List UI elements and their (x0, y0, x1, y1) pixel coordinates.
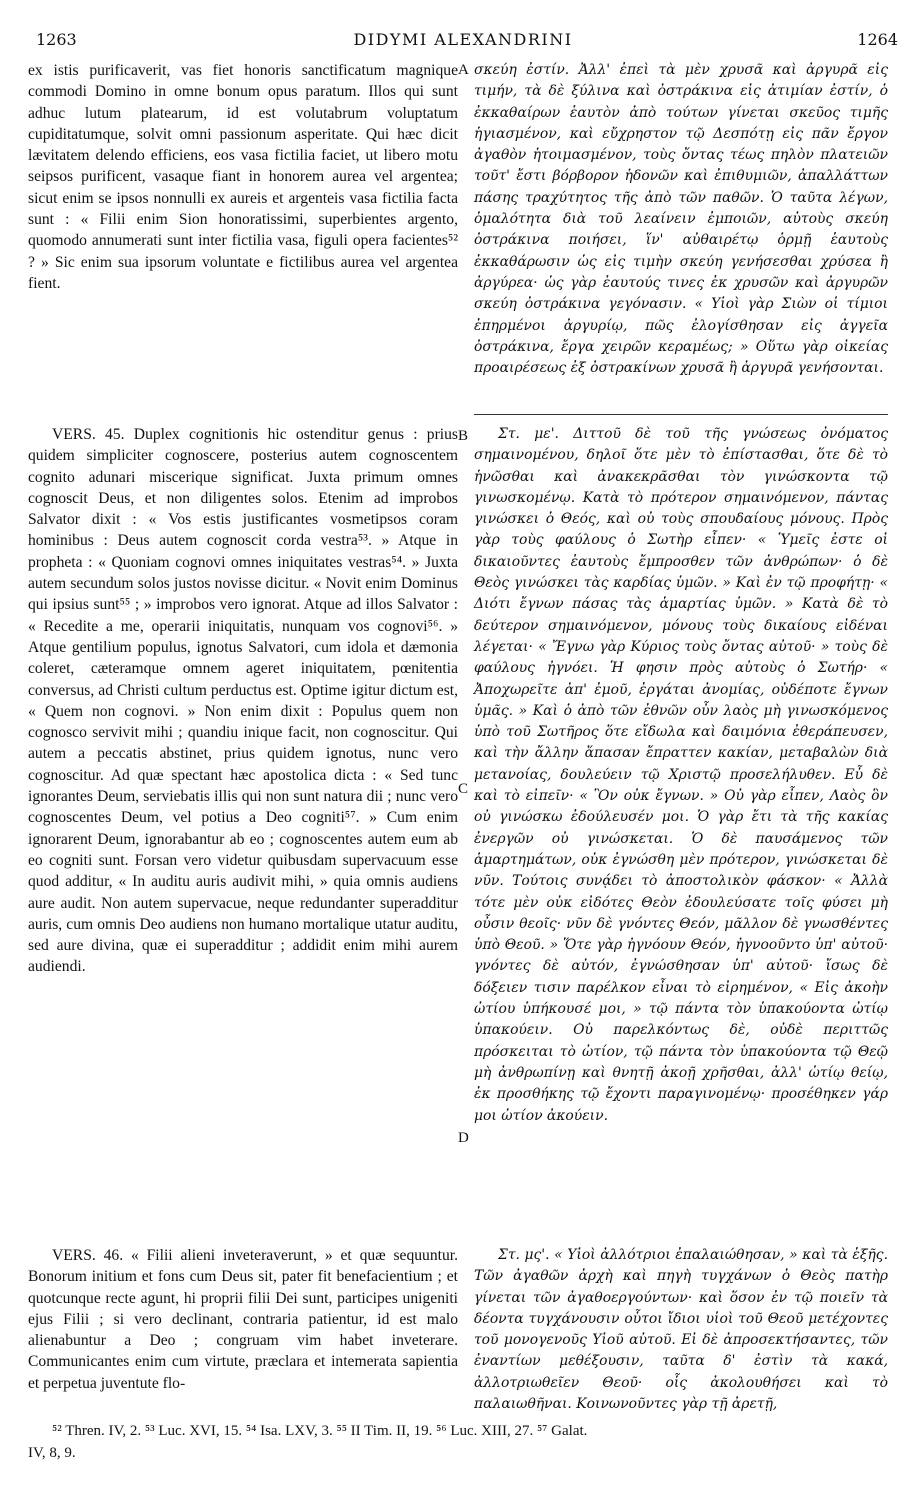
running-title: DIDYMI ALEXANDRINI (353, 30, 573, 49)
greek-text: σκεύη ἐστίν. Ἀλλ' ἐπεὶ τὰ μὲν χρυσᾶ καὶ ἀργυρᾶ εἰς τιμήν, τὰ δὲ ξύλινα καὶ ὀστράκινα εἰς ἀτιμίαν ἐστίν, ὁ ἐκκαθαίρων ἑαυτὸν ἀπὸ τούτων γίνεται σκεῦος τιμῆς ἡγιασμένον, καὶ εὔχρηστον τῷ Δεσπότῃ εἰς πᾶν ἔργον ἀγαθὸν ἡτοιμασμένον, τοὺς ὄντας τέως πηλὸν πλατειῶν τοῦτ' ἔστι βόρβορον ἡδονῶν καὶ ἐπιθυμιῶν, ἀπαλλάττων πάσης τραχύτητος τῆς ἀπὸ τῶν παθῶν. Ὁ ταῦτα λέγων, ὁμαλότητα διὰ τοῦ λεαίνειν ἐμποιῶν, αὐτοὺς σκεύη ὀστράκινα ποιήσει, ἵν' αὐθαιρέτῳ ὁρμῇ ἑαυτοὺς ἐκκαθάρωσιν ὡς εἰς τιμὴν σκεύη γενήσεσθαι χρύσεα ἢ ἀργύρεα· ὡς γὰρ ἑαυτούς τινες ἐκ χρυσῶν καὶ ἀργυρῶν σκεύη ὀστράκινα γεγόνασιν. « Υἱοὶ γὰρ Σιὼν οἱ τίμιοι ἐπηρμένοι ἀργυρίῳ, πῶς ἐλογίσθησαν εἰς ἀγγεῖα ὀστράκινα, ἔργα χειρῶν κεραμέως; » Οὕτω γὰρ οἰκείας προαιρέσεως ἐξ ὀστρακίνων χρυσᾶ ἢ ἀργυρᾶ γενήσονται. (474, 62, 888, 377)
margin-marker-c: C (458, 781, 469, 797)
latin-text: ex istis purificaverit, vas fiet honoris sanctificatum magnique commodi Domino in omne bonum opus paratum. Illos qui sunt adhuc lutum platearum, id est volutabrum voluptatum cupiditatumque, solvit omni passionum asperitate. Qui hæc dicit lævitatem delendo efficiens, eos vasa fictilia faciet, ut libero motu seipsos purificent, vasaque fiant in honorem aurea vel argentea; sicut enim se ipsos nonnulli ex aureis et argenteis vasa fictilia facta sunt : « Filii enim Sion honoratissimi, superbientes argento, quomodo annumerati sunt inter fictilia vasa, figuli opera facientes⁵² ? » Sic enim sua ipsorum voluntate e fictilibus aurea vel argentea fient. (28, 62, 458, 292)
latin-paragraph-1 (28, 60, 458, 294)
greek-st-45 (474, 424, 888, 1127)
greek-text: Στ. με'. Διττοῦ δὲ τοῦ τῆς γνώσεως ὀνόματος σημαινομένου, δηλοῖ ὅτε μὲν τὸ ἐπίστασθαι, ὅτε δὲ τὸ ἡνῶσθαι καὶ ἀνακεκρᾶσθαι τὸν γινώσκοντα τῷ γινωσκομένῳ. Κατὰ τὸ πρότερον σημαινόμενον, πάντας γινώσκει ὁ Θεός, καὶ οὐ τοὺς σπουδαίους μόνους. Πρὸς γὰρ τοὺς φαύλους ὁ Σωτὴρ εἶπεν· « Ὑμεῖς ἐστε οἱ δικαιοῦντες ἑαυτοὺς ἔμπροσθεν τῶν ἀνθρώπων· ὁ δὲ Θεὸς γινώσκει τὰς καρδίας ὑμῶν. » Καὶ ἐν τῷ προφήτῃ· « Διότι ἔγνων πάσας τὰς ἁμαρτίας ὑμῶν. » Κατὰ δὲ τὸ δεύτερον σημαινόμενον, μόνους τοὺς δικαίους εἰδέναι λέγεται· « Ἔγνω γὰρ Κύριος τοὺς ὄντας αὐτοῦ· » τοὺς δὲ φαύλους ἠγνόει. Ἡ φησιν πρὸς αὐτοὺς ὁ Σωτήρ· « Ἀποχωρεῖτε ἀπ' ἐμοῦ, ἐργάται ἀνομίας, οὐδέποτε ἔγνων ὑμᾶς. » Καὶ ὁ ἀπὸ τῶν ἐθνῶν οὖν λαὸς μὴ γινωσκόμενος ὑπὸ τοῦ Σωτῆρος ὅτε εἴδωλα καὶ δαιμόνια ἐθεράπευσεν, καὶ τὴν ἄλλην ἅπασαν ἔπραττεν κακίαν, μεταβαλὼν διὰ μετανοίας, δουλεύειν τῷ Χριστῷ προσελήλυθεν. Εὖ δὲ καὶ τὸ εἰπεῖν· « Ὃν οὐκ ἔγνων. » Οὐ γὰρ εἶπεν, Λαὸς ὃν οὐ γινώσκω ἐδούλευσέν μοι. Ὁ γὰρ ἔτι τὰ τῆς κακίας ἐνεργῶν οὐ γινώσκεται. Ὁ δὲ παυσάμενος τῶν ἁμαρτημάτων, οὐκ ἐγνώσθη μὲν πρότερον, γινώσκεται δὲ νῦν. Τούτοις συνᾴδει τὸ ἀποστολικὸν φάσκον· « Ἀλλὰ τότε μὲν οὐκ εἰδότες Θεὸν ἐδουλεύσατε τοῖς φύσει μὴ οὖσιν θεοῖς· νῦν δὲ γνόντες Θεόν, μᾶλλον δὲ γνωσθέντες ὑπὸ Θεοῦ. » Ὅτε γὰρ ἠγνόουν Θεόν, ἠγνοοῦντο ὑπ' αὐτοῦ· γνόντες δὲ αὐτόν, ἐγνώσθησαν ὑπ' αὐτοῦ· ἴσως δὲ δόξειεν τισιν παρέλκον εἶναι τὸ εἰρημένον, « Εἰς ἀκοὴν ὠτίου ὑπήκουσέ μοι, » τῷ πάντα τὸν ὑπακούοντα ὠτίῳ ὑπακούειν. Οὐ παρελκόντως δὲ, οὐδὲ περιττῶς πρόσκειται τὸ ὠτίον, τῷ πάντα τὸν ὑπακούοντα τῷ Θεῷ μὴ ἀνθρωπίνῃ καὶ θνητῇ ἀκοῇ χρῆσθαι, ἀλλ' ὠτίῳ θείῳ, ἐκ προσθήκης τῷ ἔχοντι παραγινομένῳ· προσέθηκεν γάρ μοι ὠτίον ἀκούειν. (474, 426, 888, 1124)
margin-marker-d: D (458, 1130, 469, 1146)
running-header (28, 30, 898, 52)
greek-text: Στ. μς'. « Υἱοὶ ἀλλότριοι ἐπαλαιώθησαν, » καὶ τὰ ἑξῆς. Τῶν ἀγαθῶν ἀρχὴ καὶ πηγὴ τυγχάνων ὁ Θεὸς πατὴρ γίνεται τῶν ἀγαθοεργούντων· καὶ ὅσον ἐν τῷ ποιεῖν τὰ δέοντα τυγχάνουσιν οὗτοι ἴδιοι υἱοὶ τοῦ Θεοῦ μετέχοντες τοῦ μονογενοῦς Υἱοῦ αὐτοῦ. Εἰ δὲ ἀπροσεκτήσαντες, τῶν ἐναντίων μεθέξουσιν, ταῦτα δ' ἐστὶν τὰ κακά, ἀλλοτριωθεῖεν Θεοῦ· οἷς ἀκολουθήσει καὶ τὸ παλαιωθῆναι. Κοινωνοῦντες γὰρ τῇ ἀρετῇ, (474, 1247, 888, 1413)
margin-marker-b: B (458, 428, 469, 444)
latin-vers-45 (28, 424, 458, 978)
footnote-line-2: IV, 8, 9. (28, 1445, 76, 1461)
latin-vers-46 (28, 1245, 458, 1394)
right-column-number: 1264 (857, 30, 898, 49)
section-rule (474, 414, 888, 415)
left-column-number: 1263 (36, 30, 77, 49)
latin-text: VERS. 46. « Filii alieni inveteraverunt, » et quæ sequuntur. Bonorum initium et fons cum Deus sit, pater fit benefacientium ; et quotcunque recte agunt, hi proprii filii Dei sunt, participes unigeniti ejus Filii ; si vero declinant, contraria patientur, id est malo alienabuntur a Deo ; congruam vim habet inveterare. Communicantes enim cum virtute, præclara et intemerata sapientia et perpetua juventute flo- (28, 1247, 458, 1392)
footnote-line-1: ⁵² Thren. IV, 2. ⁵³ Luc. XVI, 15. ⁵⁴ Isa. LXV, 3. ⁵⁵ II Tim. II, 19. ⁵⁶ Luc. XIII, 27. ⁵⁷ Galat. (52, 1423, 588, 1439)
margin-marker-a: A (458, 62, 469, 78)
footnotes (28, 1420, 890, 1464)
greek-paragraph-1 (474, 60, 888, 379)
latin-text: VERS. 45. Duplex cognitionis hic ostenditur genus : prius quidem simpliciter cognoscere, posterius autem cognoscentem cognito adunari miscerique significat. Juxta primum omnes cognoscit Deus, et non diligentes solos. Etenim ad improbos Salvator dixit : « Vos estis justificantes vosmetipsos coram hominibus : Deus autem cognoscit corda vestra⁵³. » Atque in propheta : « Quoniam cognovi omnes iniquitates vestras⁵⁴. » Juxta autem secundum solos justos novisse dicitur. « Novit enim Dominus qui ipsius sunt⁵⁵ ; » improbos vero ignorat. Atque ad illos Salvator : « Recedite a me, operarii iniquitatis, nunquam vos cognovi⁵⁶. » Atque gentilium populus, ignotus Salvatori, cum idola et dæmonia coleret, cæteramque omnem ageret iniquitatem, pœnitentia conversus, ad Christi cultum perductus est. Optime igitur dictum est, « Quem non cognovi. » Non enim dixit : Populus quem non cognosco servivit mihi ; quandiu inique facit, non cognoscitur. Qui autem a peccatis abstinet, prius quidem ignotus, nunc vero cognoscitur. Ad quæ spectant hæc apostolica dicta : « Sed tunc ignorantes Deum, serviebatis illis qui non sunt natura dii ; nunc vero cognoscentes Deum, vel potius a Deo cogniti⁵⁷. » Cum enim ignorarent Deum, ignorabantur ab eo ; cognoscentes autem eum ab eo cogniti sunt. Forsan vero videtur quibusdam supervacuum esse quod additur, « In auditu auris audivit mihi, » quia omnis audiens aure audit. Non autem supervacue, neque redundanter superadditur auris, cum omnis Deo audiens non humano mortalique utatur auditu, sed aure divina, quæ ei superadditur ; addidit enim mihi aurem audiendi. (28, 426, 458, 976)
greek-st-46 (474, 1245, 888, 1415)
